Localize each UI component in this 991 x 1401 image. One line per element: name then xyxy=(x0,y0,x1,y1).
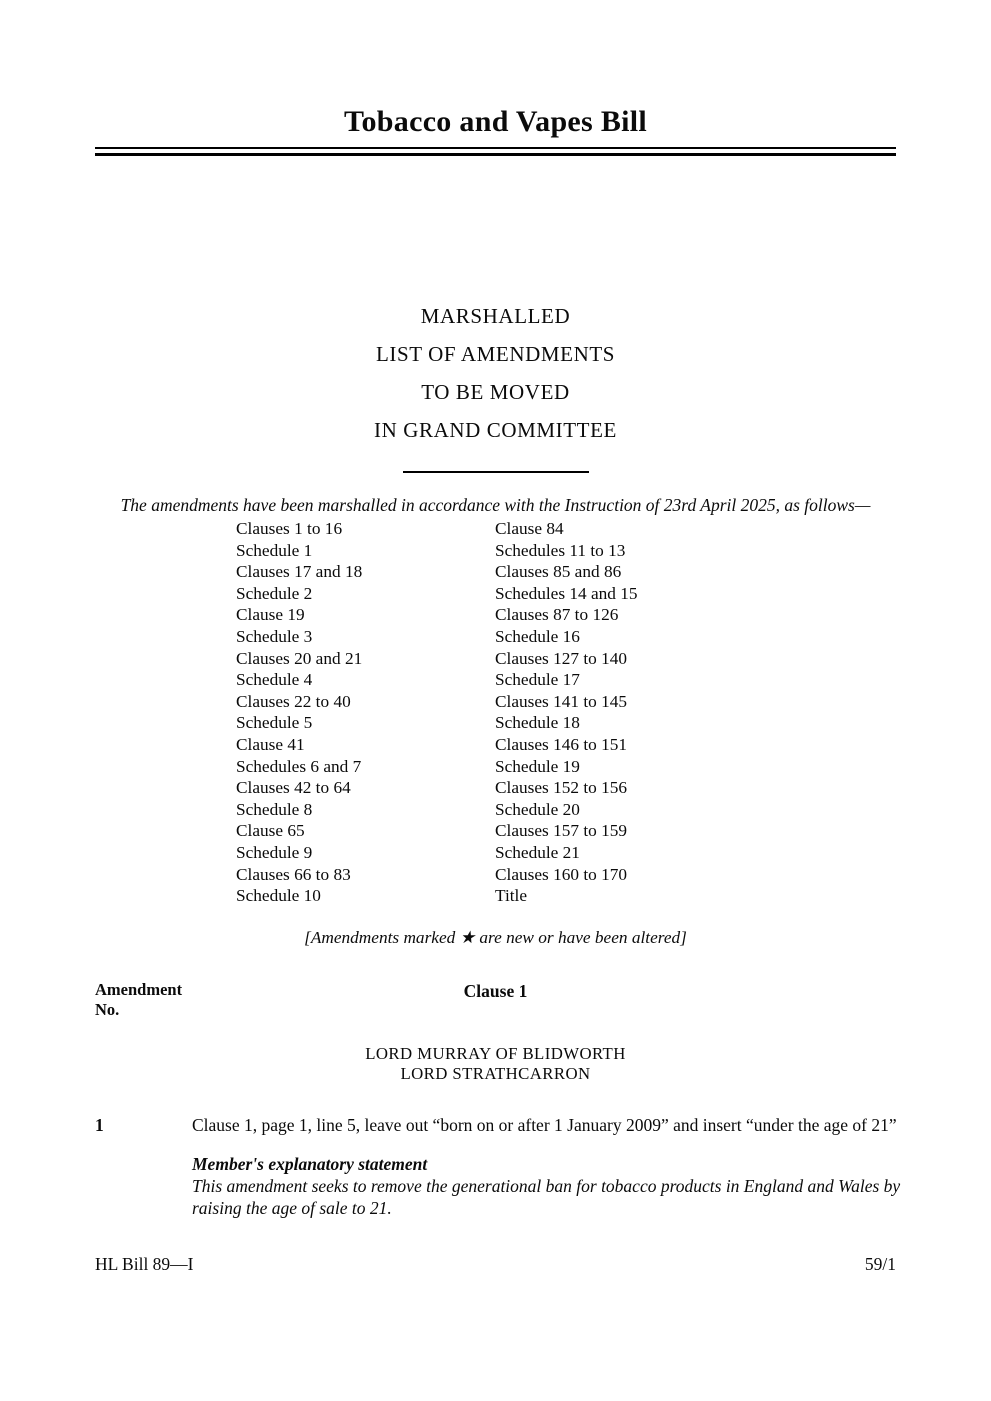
page-footer xyxy=(95,1254,896,1275)
list-item: Clauses 22 to 40 xyxy=(236,691,351,711)
sponsor-names xyxy=(0,1044,991,1085)
list-item: Schedule 19 xyxy=(495,756,580,776)
list-item: Clauses 157 to 159 xyxy=(495,821,628,841)
list-item: Schedule 2 xyxy=(236,583,313,603)
list-item: Schedule 3 xyxy=(236,626,313,646)
list-item: Clauses 66 to 83 xyxy=(236,864,351,884)
heading-line-to-be-moved: TO BE MOVED xyxy=(421,380,570,404)
list-item: Clause 41 xyxy=(236,734,305,754)
section-divider-rule xyxy=(403,471,589,473)
amendment-no-label-line1: Amendment xyxy=(95,979,183,999)
list-item: Clauses 42 to 64 xyxy=(236,778,351,798)
explanatory-statement-text: This amendment seeks to remove the generational ban for tobacco products in England and Wales by raising the age of sale to 21. xyxy=(192,1175,901,1218)
sponsor-name: LORD STRATHCARRON xyxy=(400,1064,591,1084)
amendment-1 xyxy=(0,1114,991,1219)
heading-line-marshalled: MARSHALLED xyxy=(420,304,571,328)
list-item: Schedule 8 xyxy=(236,799,313,819)
list-item: Clause 84 xyxy=(495,519,564,538)
list-item: Schedules 14 and 15 xyxy=(495,583,638,603)
amendment-no-label-line2: No. xyxy=(95,999,120,1019)
list-item: Clauses 85 and 86 xyxy=(495,562,622,582)
list-item: Schedule 1 xyxy=(236,540,313,560)
list-item: Schedule 9 xyxy=(236,842,313,862)
list-item: Clause 65 xyxy=(236,821,305,841)
list-item: Clauses 146 to 151 xyxy=(495,734,628,754)
list-item: Clauses 1 to 16 xyxy=(236,519,343,538)
bill-reference: HL Bill 89—I xyxy=(95,1254,194,1274)
list-item: Schedule 4 xyxy=(236,670,313,690)
heading-line-in-grand-committee: IN GRAND COMMITTEE xyxy=(374,418,617,442)
list-item: Schedule 10 xyxy=(236,886,321,906)
clause-heading: Clause 1 xyxy=(463,980,528,1001)
explanatory-statement-label: Member's explanatory statement xyxy=(192,1153,428,1174)
amendment-number: 1 xyxy=(95,1114,104,1135)
amendment-body xyxy=(192,1114,901,1219)
page-sheet-number: 59/1 xyxy=(864,1254,896,1274)
list-item: Clauses 152 to 156 xyxy=(495,778,628,798)
list-item: Clauses 160 to 170 xyxy=(495,864,628,884)
sponsor-name: LORD MURRAY OF BLIDWORTH xyxy=(365,1043,626,1063)
list-item: Clauses 17 and 18 xyxy=(236,562,363,582)
list-item: Clauses 20 and 21 xyxy=(236,648,363,668)
marshalling-left-column xyxy=(236,518,495,907)
page-title: Tobacco and Vapes Bill xyxy=(343,105,648,138)
star-note: [Amendments marked ★ are new or have been altered] xyxy=(304,927,687,947)
amendment-header-row xyxy=(0,980,991,1022)
list-item: Clauses 127 to 140 xyxy=(495,648,628,668)
list-item: Schedules 6 and 7 xyxy=(236,756,362,776)
list-item: Title xyxy=(495,886,528,906)
amendment-text: Clause 1, page 1, line 5, leave out “born on or after 1 January 2009” and insert “under the age of 21” xyxy=(192,1114,897,1135)
heading-line-list-of-amendments: LIST OF AMENDMENTS xyxy=(375,342,616,366)
marshalling-right-column xyxy=(495,518,775,907)
list-item: Schedule 20 xyxy=(495,799,580,819)
list-item: Schedule 21 xyxy=(495,842,580,862)
marshalling-intro: The amendments have been marshalled in accordance with the Instruction of 23rd April 2025, as follows— xyxy=(120,495,871,515)
amendment-no-column-label xyxy=(95,980,182,1020)
title-double-rule xyxy=(95,147,896,156)
list-item: Schedule 5 xyxy=(236,713,313,733)
list-item: Schedule 17 xyxy=(495,670,580,690)
list-item: Schedule 18 xyxy=(495,713,580,733)
marshalled-heading-block xyxy=(0,297,991,449)
list-item: Clauses 141 to 145 xyxy=(495,691,628,711)
list-item: Schedules 11 to 13 xyxy=(495,540,626,560)
list-item: Clause 19 xyxy=(236,605,305,625)
marshalling-order-list xyxy=(236,518,991,907)
list-item: Schedule 16 xyxy=(495,626,580,646)
list-item: Clauses 87 to 126 xyxy=(495,605,619,625)
